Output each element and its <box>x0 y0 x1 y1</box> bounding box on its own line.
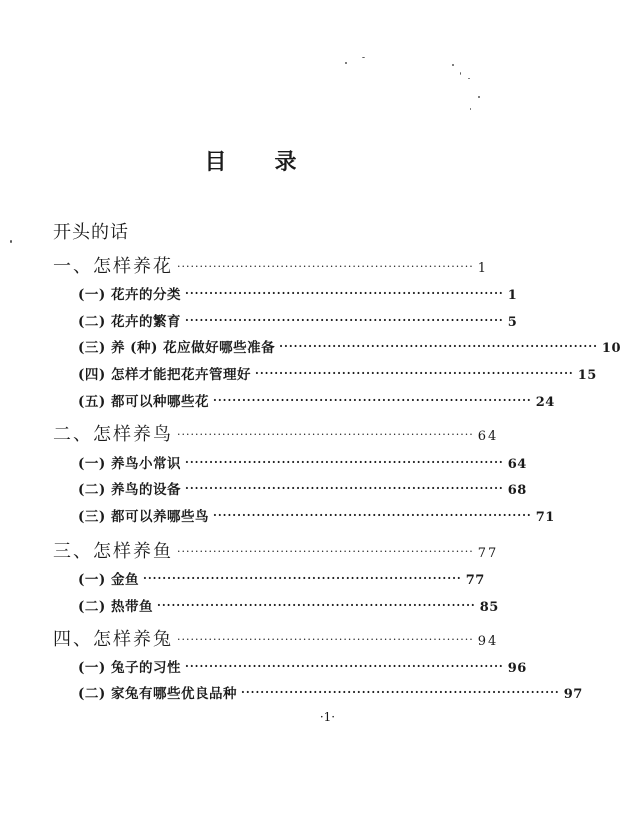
toc-entry-label: (一) 金鱼 <box>78 572 139 588</box>
dot-leader: ·································································· <box>212 509 532 522</box>
page-number-footer: ·1· <box>319 710 336 724</box>
toc-entry-page: 1 <box>477 261 489 276</box>
toc-entry <box>78 568 485 588</box>
toc-entry-page: 96 <box>507 661 527 676</box>
dot-leader: ·································································· <box>156 599 476 612</box>
toc-entry-page: 5 <box>507 315 518 330</box>
dot-leader: ·································································· <box>254 367 574 380</box>
toc-entry <box>53 625 499 651</box>
dot-leader: ·································································· <box>142 572 462 585</box>
toc-entry-label: (二) 家兔有哪些优良品种 <box>78 686 237 702</box>
toc-entry-label: (一) 花卉的分类 <box>78 287 181 303</box>
toc-entry <box>78 310 518 330</box>
toc-entry <box>53 537 499 563</box>
toc-entry-label: (二) 花卉的繁育 <box>78 314 181 330</box>
toc-entry <box>78 363 597 383</box>
toc-entry-page: 85 <box>479 600 499 615</box>
toc-entry-page: 24 <box>535 395 555 410</box>
toc-entry-label: (五) 都可以种哪些花 <box>78 394 209 410</box>
toc-entry-label: (一) 养鸟小常识 <box>78 456 181 472</box>
toc-entry-page: 77 <box>477 546 499 561</box>
toc-entry <box>78 656 527 676</box>
toc-entry-label: 开头的话 <box>53 222 129 243</box>
toc-entry <box>78 336 621 356</box>
toc-entry <box>53 218 458 244</box>
toc-entry-page: 68 <box>507 483 527 498</box>
toc-entry <box>78 505 555 525</box>
dot-leader: ·································································· <box>212 394 532 407</box>
toc-entry <box>53 252 489 278</box>
toc-entry-label: (二) 热带鱼 <box>78 599 153 615</box>
title-char: 录 <box>274 150 301 175</box>
toc-entry <box>78 452 527 472</box>
toc-entry-label: 三、怎样养鱼 <box>53 541 173 562</box>
dot-leader: ·································································· <box>184 660 504 673</box>
toc-entry <box>78 390 555 410</box>
dot-leader: ·································································· <box>184 456 504 469</box>
dot-leader: ·································································· <box>279 340 598 353</box>
toc-entry-page: 1 <box>507 288 518 303</box>
toc-entry <box>78 595 499 615</box>
toc-entry-page: 10 <box>601 341 621 356</box>
toc-entry-page: 71 <box>535 510 555 525</box>
toc-entry-label: (四) 怎样才能把花卉管理好 <box>78 367 251 383</box>
toc-entry <box>78 283 518 303</box>
toc-entry-label: (三) 都可以养哪些鸟 <box>78 509 209 525</box>
toc-entry <box>53 420 499 446</box>
dot-leader: ·································································· <box>184 287 504 300</box>
dot-leader: ·································································· <box>184 482 504 495</box>
toc-entry-label: (二) 养鸟的设备 <box>78 482 181 498</box>
toc-entry <box>78 682 583 702</box>
toc-entry <box>78 478 527 498</box>
toc-entry-page: 64 <box>477 429 499 444</box>
toc-entry-label: 二、怎样养鸟 <box>53 424 173 445</box>
toc-entry-label: (一) 兔子的习性 <box>78 660 181 676</box>
toc-entry-label: (三) 养 (种) 花应做好哪些准备 <box>78 340 276 356</box>
toc-entry-label: 一、怎样养花 <box>53 256 173 277</box>
toc-entry-page: 64 <box>507 457 527 472</box>
dot-leader: ·································································· <box>177 428 474 441</box>
toc-entry-page: 94 <box>477 634 499 649</box>
dot-leader: ·································································· <box>177 260 474 273</box>
dot-leader: ·································································· <box>177 545 474 558</box>
toc-entry-page: 15 <box>577 368 597 383</box>
dot-leader: ·································································· <box>184 314 504 327</box>
dot-leader: ·································································· <box>240 686 560 699</box>
title-char: 目 <box>204 150 231 175</box>
toc-entry-page: 77 <box>465 573 485 588</box>
toc-entry-page: 97 <box>563 687 583 702</box>
toc-entry-label: 四、怎样养兔 <box>53 629 173 650</box>
dot-leader: ·································································· <box>177 633 474 646</box>
